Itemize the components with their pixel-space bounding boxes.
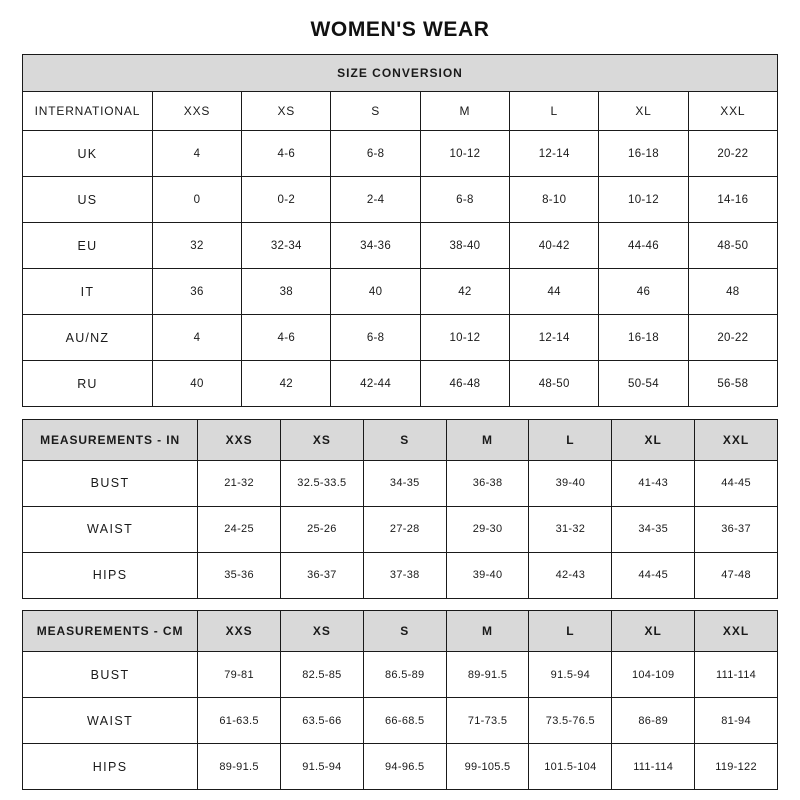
row-label: BUST	[23, 460, 198, 506]
cell: 37-38	[363, 552, 446, 598]
row-label: IT	[23, 269, 153, 315]
cell: 36	[152, 269, 241, 315]
measurements-inches-block	[22, 419, 778, 599]
cell: 10-12	[420, 315, 509, 361]
cell: 63.5-66	[280, 698, 363, 744]
cell: 104-109	[612, 652, 695, 698]
cell: 34-35	[612, 506, 695, 552]
cell: 0-2	[242, 177, 331, 223]
divider-spacer-1	[22, 407, 778, 419]
cell: 14-16	[688, 177, 777, 223]
cell: 101.5-104	[529, 744, 612, 790]
measurements-inches-table	[22, 419, 778, 599]
cell: 86-89	[612, 698, 695, 744]
table-row	[23, 552, 778, 598]
row-label: WAIST	[23, 698, 198, 744]
cell: 94-96.5	[363, 744, 446, 790]
cell: 16-18	[599, 315, 688, 361]
cell: 20-22	[688, 315, 777, 361]
cell: 20-22	[688, 131, 777, 177]
cell: 41-43	[612, 460, 695, 506]
conversion-header-m: M	[420, 92, 509, 131]
table-row	[23, 652, 778, 698]
measurements-cm-title: MEASUREMENTS - CM	[23, 611, 198, 652]
size-conversion-table	[22, 54, 778, 407]
conversion-header-xl: XL	[599, 92, 688, 131]
cell: 48-50	[688, 223, 777, 269]
measurements-cm-table	[22, 610, 778, 790]
cell: 2-4	[331, 177, 420, 223]
cell: 42-44	[331, 361, 420, 407]
measurements-cm-header-m: M	[446, 611, 529, 652]
conversion-header-xs: XS	[242, 92, 331, 131]
cell: 89-91.5	[198, 744, 281, 790]
cell: 36-37	[280, 552, 363, 598]
cell: 36-38	[446, 460, 529, 506]
table-row	[23, 698, 778, 744]
row-label: HIPS	[23, 744, 198, 790]
cell: 39-40	[529, 460, 612, 506]
cell: 0	[152, 177, 241, 223]
cell: 91.5-94	[280, 744, 363, 790]
cell: 8-10	[510, 177, 599, 223]
table-row	[23, 177, 778, 223]
measurements-inches-header-xxs: XXS	[198, 419, 281, 460]
cell: 82.5-85	[280, 652, 363, 698]
cell: 73.5-76.5	[529, 698, 612, 744]
cell: 81-94	[695, 698, 778, 744]
row-label: HIPS	[23, 552, 198, 598]
cell: 12-14	[510, 315, 599, 361]
measurements-cm-header-row	[23, 611, 778, 652]
cell: 36-37	[695, 506, 778, 552]
measurements-cm-block	[22, 610, 778, 790]
cell: 32	[152, 223, 241, 269]
table-row	[23, 315, 778, 361]
cell: 66-68.5	[363, 698, 446, 744]
cell: 40	[331, 269, 420, 315]
cell: 71-73.5	[446, 698, 529, 744]
divider-spacer-2	[22, 599, 778, 611]
cell: 42	[420, 269, 509, 315]
table-row	[23, 269, 778, 315]
row-label: AU/NZ	[23, 315, 153, 361]
cell: 10-12	[420, 131, 509, 177]
measurements-inches-title: MEASUREMENTS - IN	[23, 419, 198, 460]
conversion-header-l: L	[510, 92, 599, 131]
cell: 56-58	[688, 361, 777, 407]
conversion-band-label: SIZE CONVERSION	[23, 55, 778, 92]
measurements-inches-header-row	[23, 419, 778, 460]
cell: 6-8	[331, 131, 420, 177]
conversion-header-xxs: XXS	[152, 92, 241, 131]
measurements-cm-header-s: S	[363, 611, 446, 652]
cell: 21-32	[198, 460, 281, 506]
cell: 6-8	[420, 177, 509, 223]
cell: 46-48	[420, 361, 509, 407]
cell: 42	[242, 361, 331, 407]
table-row	[23, 361, 778, 407]
cell: 44-45	[695, 460, 778, 506]
cell: 31-32	[529, 506, 612, 552]
cell: 79-81	[198, 652, 281, 698]
cell: 10-12	[599, 177, 688, 223]
measurements-inches-header-xs: XS	[280, 419, 363, 460]
cell: 61-63.5	[198, 698, 281, 744]
conversion-header-xxl: XXL	[688, 92, 777, 131]
cell: 40-42	[510, 223, 599, 269]
cell: 111-114	[695, 652, 778, 698]
cell: 38	[242, 269, 331, 315]
cell: 27-28	[363, 506, 446, 552]
cell: 39-40	[446, 552, 529, 598]
cell: 4-6	[242, 131, 331, 177]
row-label: US	[23, 177, 153, 223]
cell: 42-43	[529, 552, 612, 598]
cell: 32-34	[242, 223, 331, 269]
cell: 89-91.5	[446, 652, 529, 698]
cell: 34-36	[331, 223, 420, 269]
cell: 111-114	[612, 744, 695, 790]
cell: 99-105.5	[446, 744, 529, 790]
measurements-cm-header-l: L	[529, 611, 612, 652]
cell: 6-8	[331, 315, 420, 361]
cell: 4-6	[242, 315, 331, 361]
cell: 50-54	[599, 361, 688, 407]
table-row	[23, 506, 778, 552]
cell: 44	[510, 269, 599, 315]
cell: 38-40	[420, 223, 509, 269]
cell: 91.5-94	[529, 652, 612, 698]
measurements-inches-header-l: L	[529, 419, 612, 460]
row-label: EU	[23, 223, 153, 269]
cell: 119-122	[695, 744, 778, 790]
cell: 29-30	[446, 506, 529, 552]
page-title: WOMEN'S WEAR	[310, 18, 490, 41]
measurements-inches-header-m: M	[446, 419, 529, 460]
cell: 25-26	[280, 506, 363, 552]
measurements-cm-header-xxl: XXL	[695, 611, 778, 652]
measurements-cm-header-xs: XS	[280, 611, 363, 652]
cell: 4	[152, 131, 241, 177]
row-label: BUST	[23, 652, 198, 698]
measurements-cm-header-xl: XL	[612, 611, 695, 652]
cell: 46	[599, 269, 688, 315]
measurements-inches-header-xxl: XXL	[695, 419, 778, 460]
cell: 16-18	[599, 131, 688, 177]
measurements-cm-header-xxs: XXS	[198, 611, 281, 652]
row-label: WAIST	[23, 506, 198, 552]
table-row	[23, 744, 778, 790]
table-row	[23, 223, 778, 269]
table-row	[23, 131, 778, 177]
cell: 12-14	[510, 131, 599, 177]
cell: 47-48	[695, 552, 778, 598]
cell: 35-36	[198, 552, 281, 598]
cell: 40	[152, 361, 241, 407]
cell: 86.5-89	[363, 652, 446, 698]
cell: 48-50	[510, 361, 599, 407]
cell: 48	[688, 269, 777, 315]
conversion-header-row	[23, 92, 778, 131]
cell: 24-25	[198, 506, 281, 552]
cell: 34-35	[363, 460, 446, 506]
conversion-header-s: S	[331, 92, 420, 131]
conversion-header-international: INTERNATIONAL	[23, 92, 153, 131]
cell: 32.5-33.5	[280, 460, 363, 506]
cell: 44-46	[599, 223, 688, 269]
row-label: RU	[23, 361, 153, 407]
row-label: UK	[23, 131, 153, 177]
cell: 44-45	[612, 552, 695, 598]
size-conversion-block	[22, 54, 778, 407]
measurements-inches-header-s: S	[363, 419, 446, 460]
conversion-band-row	[23, 55, 778, 92]
cell: 4	[152, 315, 241, 361]
table-row	[23, 460, 778, 506]
measurements-inches-header-xl: XL	[612, 419, 695, 460]
